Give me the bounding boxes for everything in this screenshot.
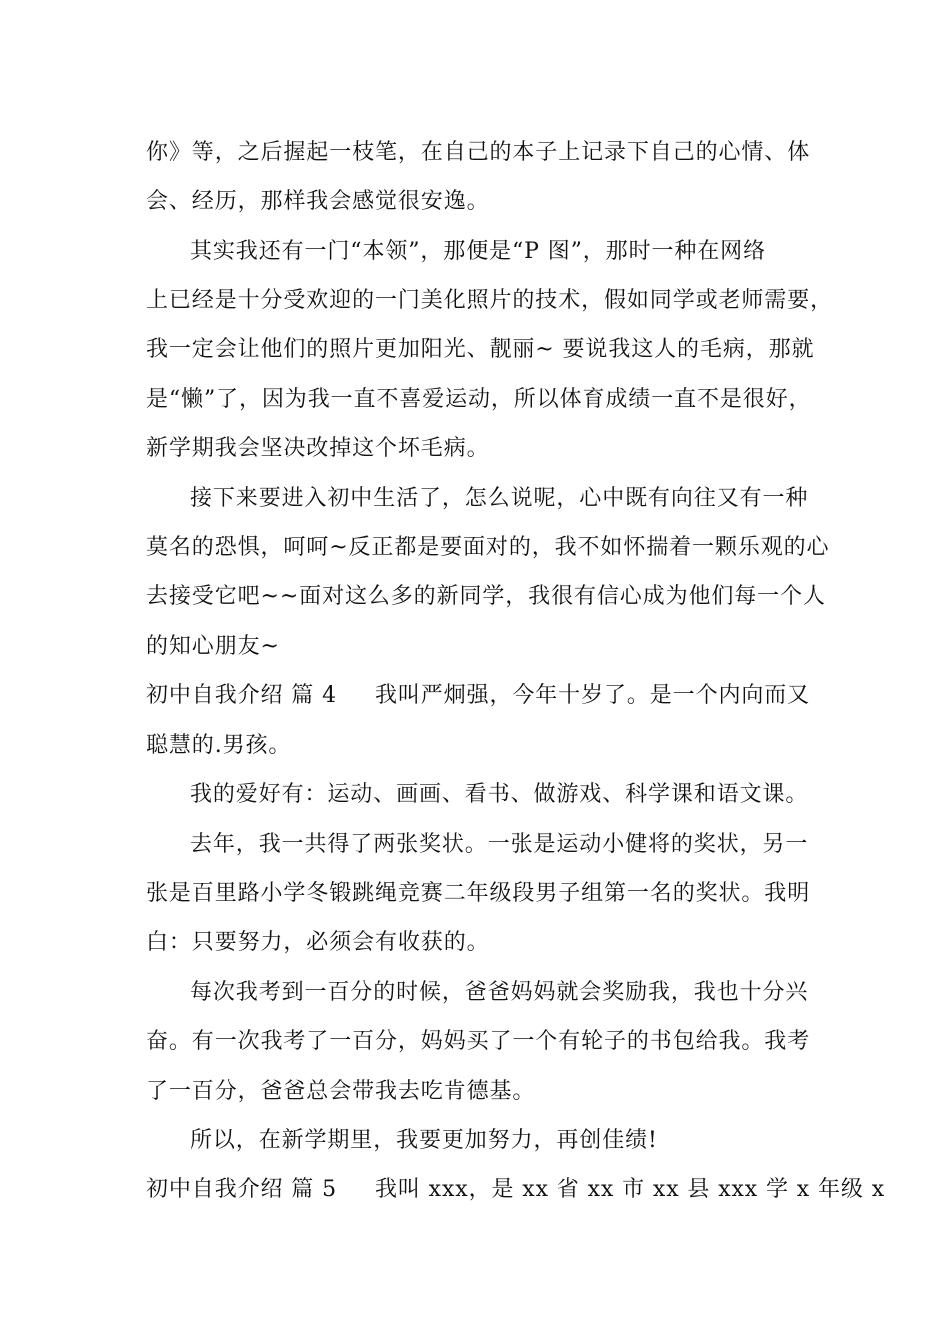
paragraph-line: 上已经是十分受欢迎的一门美化照片的技术，假如同学或老师需要， bbox=[146, 288, 834, 313]
paragraph-line: 其实我还有一门“本领”，那便是“P 图”，那时一种在网络 bbox=[190, 239, 766, 264]
section-5-title: 初中自我介绍 篇 5 bbox=[146, 1177, 337, 1202]
section-4-first-line: 我叫严炯强，今年十岁了。是一个内向而又 bbox=[374, 683, 811, 708]
section-5-heading-line bbox=[146, 1175, 886, 1205]
paragraph-line: 张是百里路小学冬锻跳绳竞赛二年级段男子组第一名的奖状。我明 bbox=[146, 881, 811, 906]
paragraph-line: 是“懒”了，因为我一直不喜爱运动，所以体育成绩一直不是很好， bbox=[146, 387, 812, 412]
paragraph-line: 我的爱好有：运动、画画、看书、做游戏、科学课和语文课。 bbox=[190, 782, 809, 807]
paragraph-line: 会、经历，那样我会感觉很安逸。 bbox=[146, 189, 490, 214]
paragraph-line: 所以，在新学期里，我要更加努力，再创佳绩! bbox=[190, 1128, 658, 1153]
section-4-title: 初中自我介绍 篇 4 bbox=[146, 683, 337, 708]
paragraph-line: 莫名的恐惧，呵呵~反正都是要面对的，我不如怀揣着一颗乐观的心 bbox=[146, 535, 830, 560]
paragraph-line: 我一定会让他们的照片更加阳光、靓丽~ 要说我这人的毛病，那就 bbox=[146, 337, 815, 362]
paragraph-line: 你》等，之后握起一枝笔，在自己的本子上记录下自己的心情、体 bbox=[146, 140, 811, 165]
paragraph-line: 聪慧的.男孩。 bbox=[146, 733, 292, 758]
paragraph-line: 去接受它吧~~面对这么多的新同学，我很有信心成为他们每一个人 bbox=[146, 584, 826, 609]
paragraph-line: 白：只要努力，必须会有收获的。 bbox=[146, 930, 490, 955]
section-5-first-line: 我叫 xxx，是 xx 省 xx 市 xx 县 xxx 学 x 年级 x bbox=[374, 1177, 886, 1202]
paragraph-line: 新学期我会坚决改掉这个坏毛病。 bbox=[146, 436, 490, 461]
paragraph-line: 奋。有一次我考了一百分，妈妈买了一个有轮子的书包给我。我考 bbox=[146, 1029, 811, 1054]
section-4-heading-line bbox=[146, 681, 816, 711]
paragraph-line: 接下来要进入初中生活了，怎么说呢，心中既有向往又有一种 bbox=[190, 486, 809, 511]
paragraph-line: 的知心朋友~ bbox=[146, 634, 280, 659]
paragraph-line: 去年，我一共得了两张奖状。一张是运动小健将的奖状，另一 bbox=[190, 832, 809, 857]
paragraph-line: 每次我考到一百分的时候，爸爸妈妈就会奖励我，我也十分兴 bbox=[190, 980, 809, 1005]
paragraph-line: 了一百分，爸爸总会带我去吃肯德基。 bbox=[146, 1079, 536, 1104]
